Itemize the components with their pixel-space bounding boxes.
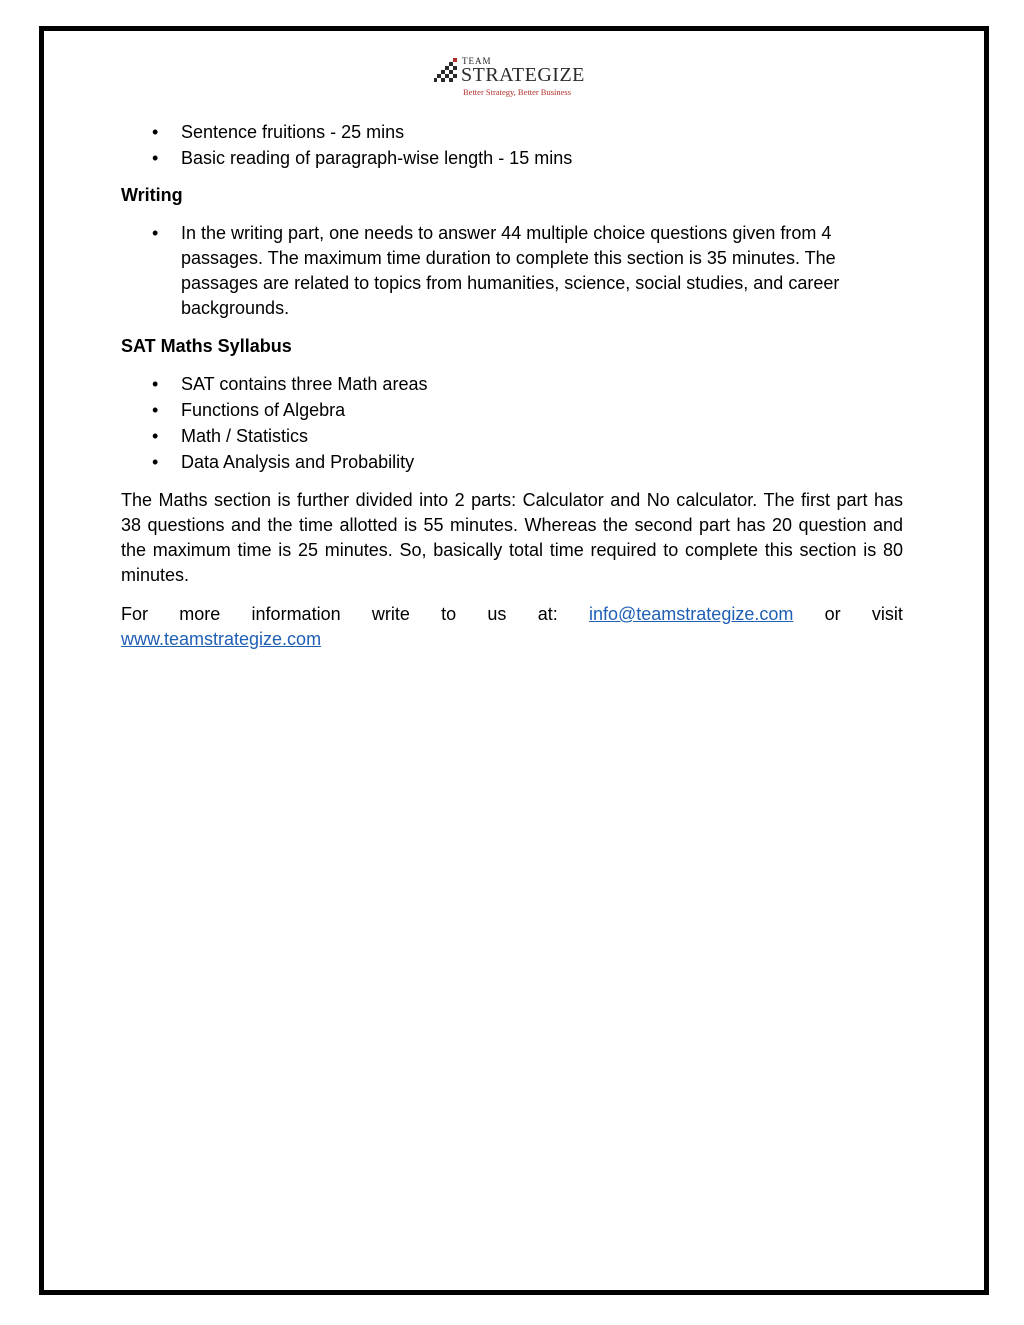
bullet-icon: • (152, 452, 159, 472)
list-item: • SAT contains three Math areas (121, 372, 903, 397)
maths-heading: SAT Maths Syllabus (121, 336, 292, 356)
team-strategize-logo (434, 56, 594, 100)
list-item: • Data Analysis and Probability (121, 450, 903, 475)
logo-wordmark: STRATEGIZE (461, 64, 585, 86)
list-item: • Functions of Algebra (121, 398, 903, 423)
bullet-icon: • (152, 148, 159, 168)
bullet-icon: • (152, 122, 159, 142)
bullet-icon: • (152, 426, 159, 446)
website-line (121, 627, 903, 652)
contact-line (121, 602, 903, 627)
list-item: • In the writing part, one needs to answer 44 multiple choice questions given from 4 passages. The maximum time duration to complete this section is 35 minutes. The passages are related to topics from humanities, science, social studies, and career backgrounds. (152, 223, 840, 318)
contact-info (121, 602, 903, 652)
bullet-icon: • (152, 374, 159, 394)
maths-paragraph: The Maths section is further divided into 2 parts: Calculator and No calculator. The first part has 38 questions and the time allotted is 55 minutes. Whereas the second part has 20 question and the maximum time is 25 minutes. So, basically total time required to complete this section is 80 minutes. (121, 490, 903, 585)
logo-team-text: TEAM (462, 56, 492, 66)
contact-word: or (824, 604, 841, 624)
contact-word: For (121, 604, 148, 624)
contact-word: information (251, 604, 341, 624)
bullet-icon: • (152, 400, 159, 420)
reading-list (121, 120, 903, 171)
contact-word: at: (537, 604, 558, 624)
website-link[interactable]: www.teamstrategize.com (121, 629, 322, 649)
maths-list (121, 372, 903, 475)
contact-word: to (441, 604, 457, 624)
contact-word: write (371, 604, 410, 624)
writing-list (121, 221, 903, 321)
list-item: • Math / Statistics (121, 424, 903, 449)
contact-word: more (179, 604, 221, 624)
contact-word: us (487, 604, 507, 624)
list-item: • Sentence fruitions - 25 mins (121, 120, 903, 145)
document-body (121, 120, 903, 652)
list-item: • Basic reading of paragraph-wise length - 15 mins (121, 146, 903, 171)
contact-word: visit (871, 604, 903, 624)
bullet-icon: • (152, 223, 159, 243)
writing-heading: Writing (121, 185, 183, 205)
checker-logo-icon (434, 56, 462, 86)
logo-tagline: Better Strategy, Better Business (463, 87, 572, 97)
email-link[interactable]: info@teamstrategize.com (588, 604, 794, 624)
